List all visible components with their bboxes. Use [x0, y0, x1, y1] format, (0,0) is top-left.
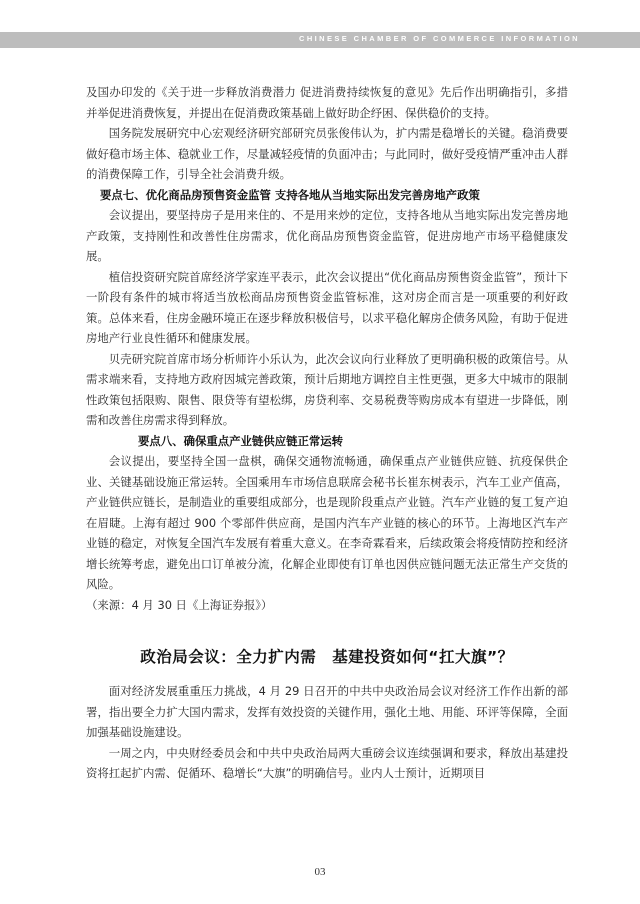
paragraph: 会议提出，要坚持全国一盘棋，确保交通物流畅通，确保重点产业链供应链、抗疫保供企业、关键基础设施正常运转。全国乘用车市场信息联席会秘书长崔东树表示，汽车工业产值高，产业链供应链长，是制造业的重要组成部分，也是现阶段重点产业链。汽车产业链的复工复产迫在眉睫。上海有超过 900 个零部件供应商，是国内汽车产业链的核心的环节。上海地区汽车产业链的稳定，对恢复全国汽车发展有着重大意义。在李奇霖看来，后续政策会将疫情防控和经济增长统筹考虑，避免出口订单被分流，化解企业即使有订单也因供应链问题无法正常生产交货的风险。 [86, 454, 568, 591]
source-note: （来源：4 月 30 日《上海证券报》） [86, 597, 273, 612]
paragraph: 会议提出，要坚持房子是用来住的、不是用来炒的定位，支持各地从当地实际出发完善房地产政策，支持刚性和改善性住房需求，优化商品房预售资金监管，促进房地产市场平稳健康发展。 [86, 208, 568, 263]
paragraph: 植信投资研究院首席经济学家连平表示，此次会议提出“优化商品房预售资金监管”，预计下一阶段有条件的城市将适当放松商品房预售资金监管标准，这对房企而言是一项重要的利好政策。总体来看，住房金融环境正在逐步释放积极信号，以求平稳化解房企债务风险，有助于促进房地产行业良性循环和健康发展。 [86, 269, 568, 345]
paragraph: 贝壳研究院首席市场分析师许小乐认为，此次会议向行业释放了更明确积极的政策信号。从需求端来看，支持地方政府因城完善政策，预计后期地方调控自主性更强，更多大中城市的限制性政策包括限购、限售、限贷等有望松绑，房贷利率、交易税费等购房成本有望进一步降低，刚需和改善住房需求得到释放。 [86, 351, 568, 427]
section-title: 政治局会议：全力扩内需 基建投资如何“扛大旗”？ [140, 648, 514, 666]
point-eight-heading: 要点八、确保重点产业链供应链正常运转 [138, 433, 344, 448]
page-number: 03 [314, 866, 326, 878]
paragraph: 一周之内，中央财经委员会和中共中央政治局两大重磅会议连续强调和要求，释放出基建投资将扛起扩内需、促循环、稳增长“大旗”的明确信号。业内人士预计，近期项目 [86, 745, 568, 780]
article-body [86, 82, 568, 784]
header-title: CHINESE CHAMBER OF COMMERCE INFORMATION [299, 34, 580, 43]
paragraph-continued: 及国办印发的《关于进一步释放消费潜力 促进消费持续恢复的意见》先后作出明确指引，多措并举促进消费恢复，并提出在促消费政策基础上做好助企纾困、保供稳价的支持。 [86, 85, 568, 120]
paragraph: 面对经济发展重重压力挑战，4 月 29 日召开的中共中央政治局会议对经济工作作出新的部署，指出要全力扩大国内需求，发挥有效投资的关键作用，强化土地、用能、环评等保障，全面加强基础设施建设。 [86, 684, 568, 739]
point-seven-heading: 要点七、优化商品房预售资金监管 支持各地从当地实际出发完善房地产政策 [100, 187, 480, 202]
paragraph: 国务院发展研究中心宏观经济研究部研究员张俊伟认为，扩内需是稳增长的关键。稳消费要做好稳市场主体、稳就业工作，尽量减轻疫情的负面冲击；与此同时，做好受疫情严重冲击人群的消费保障工作，引导全社会消费升级。 [86, 126, 568, 181]
